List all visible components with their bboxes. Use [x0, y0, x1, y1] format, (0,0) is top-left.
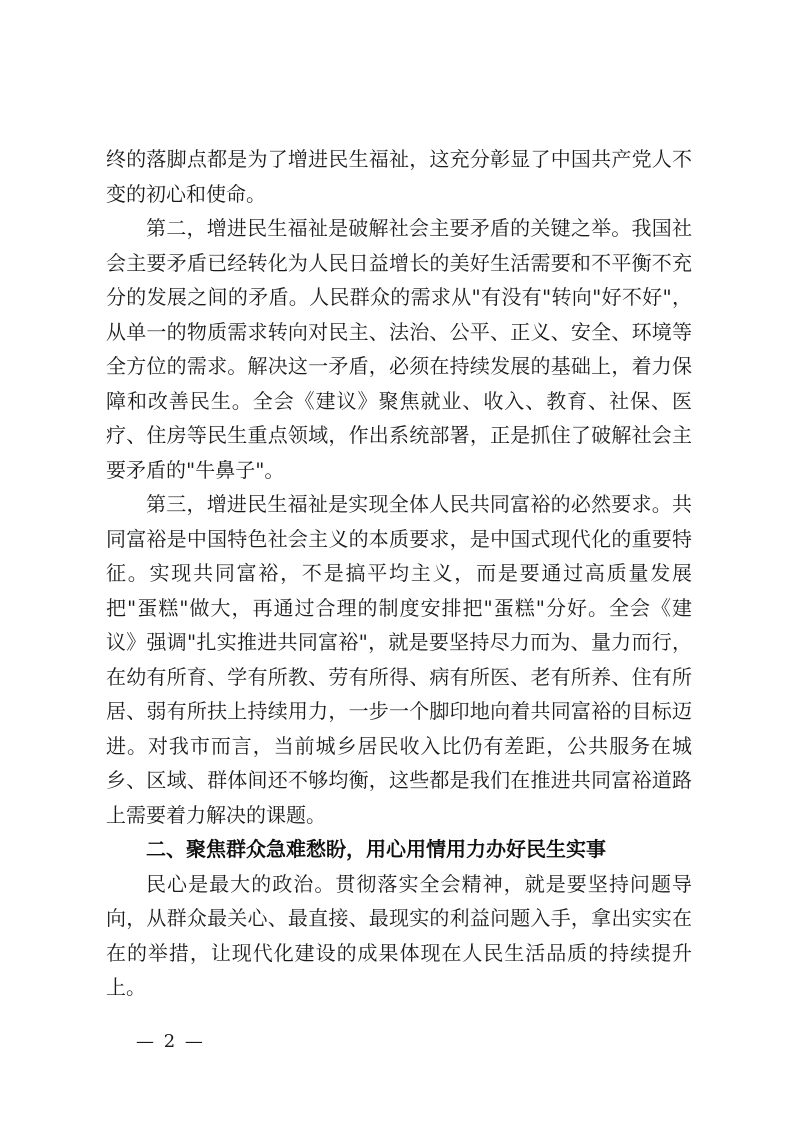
paragraph-third-point: 第三，增进民生福祉是实现全体人民共同富裕的必然要求。共同富裕是中国特色社会主义的本质要求，是中国式现代化的重要特征。实现共同富裕，不是搞平均主义，而是要通过高质量发展把"蛋糕"做大，再通过合理的制度安排把"蛋糕"分好。全会《建议》强调"扎实推进共同富裕"，就是要坚持尽力而为、量力而行，在幼有所育、学有所教、劳有所得、病有所医、老有所养、住有所居、弱有所扶上持续用力，一步一个脚印地向着共同富裕的目标迈进。对我市而言，当前城乡居民收入比仍有差距，公共服务在城乡、区域、群体间还不够均衡，这些都是我们在推进共同富裕道路上需要着力解决的课题。: [106, 492, 692, 827]
document-body: [106, 142, 692, 1005]
section-heading: 二、聚焦群众急难愁盼，用心用情用力办好民生实事: [146, 837, 606, 861]
paragraph-continuation: 终的落脚点都是为了增进民生福祉，这充分彰显了中国共产党人不变的初心和使命。: [106, 147, 692, 206]
page-number: — 2 —: [136, 1031, 205, 1052]
paragraph-second-point: 第二，增进民生福祉是破解社会主要矛盾的关键之举。我国社会主要矛盾已经转化为人民日益增长的美好生活需要和不平衡不充分的发展之间的矛盾。人民群众的需求从"有没有"转向"好不好"，从单一的物质需求转向对民主、法治、公平、正义、安全、环境等全方位的需求。解决这一矛盾，必须在持续发展的基础上，着力保障和改善民生。全会《建议》聚焦就业、收入、教育、社保、医疗、住房等民生重点领域，作出系统部署，正是抓住了破解社会主要矛盾的"牛鼻子"。: [106, 216, 692, 482]
paragraph-section-intro: 民心是最大的政治。贯彻落实全会精神，就是要坚持问题导向，从群众最关心、最直接、最现实的利益问题入手，拿出实实在在的举措，让现代化建设的成果体现在人民生活品质的持续提升上。: [106, 871, 692, 999]
